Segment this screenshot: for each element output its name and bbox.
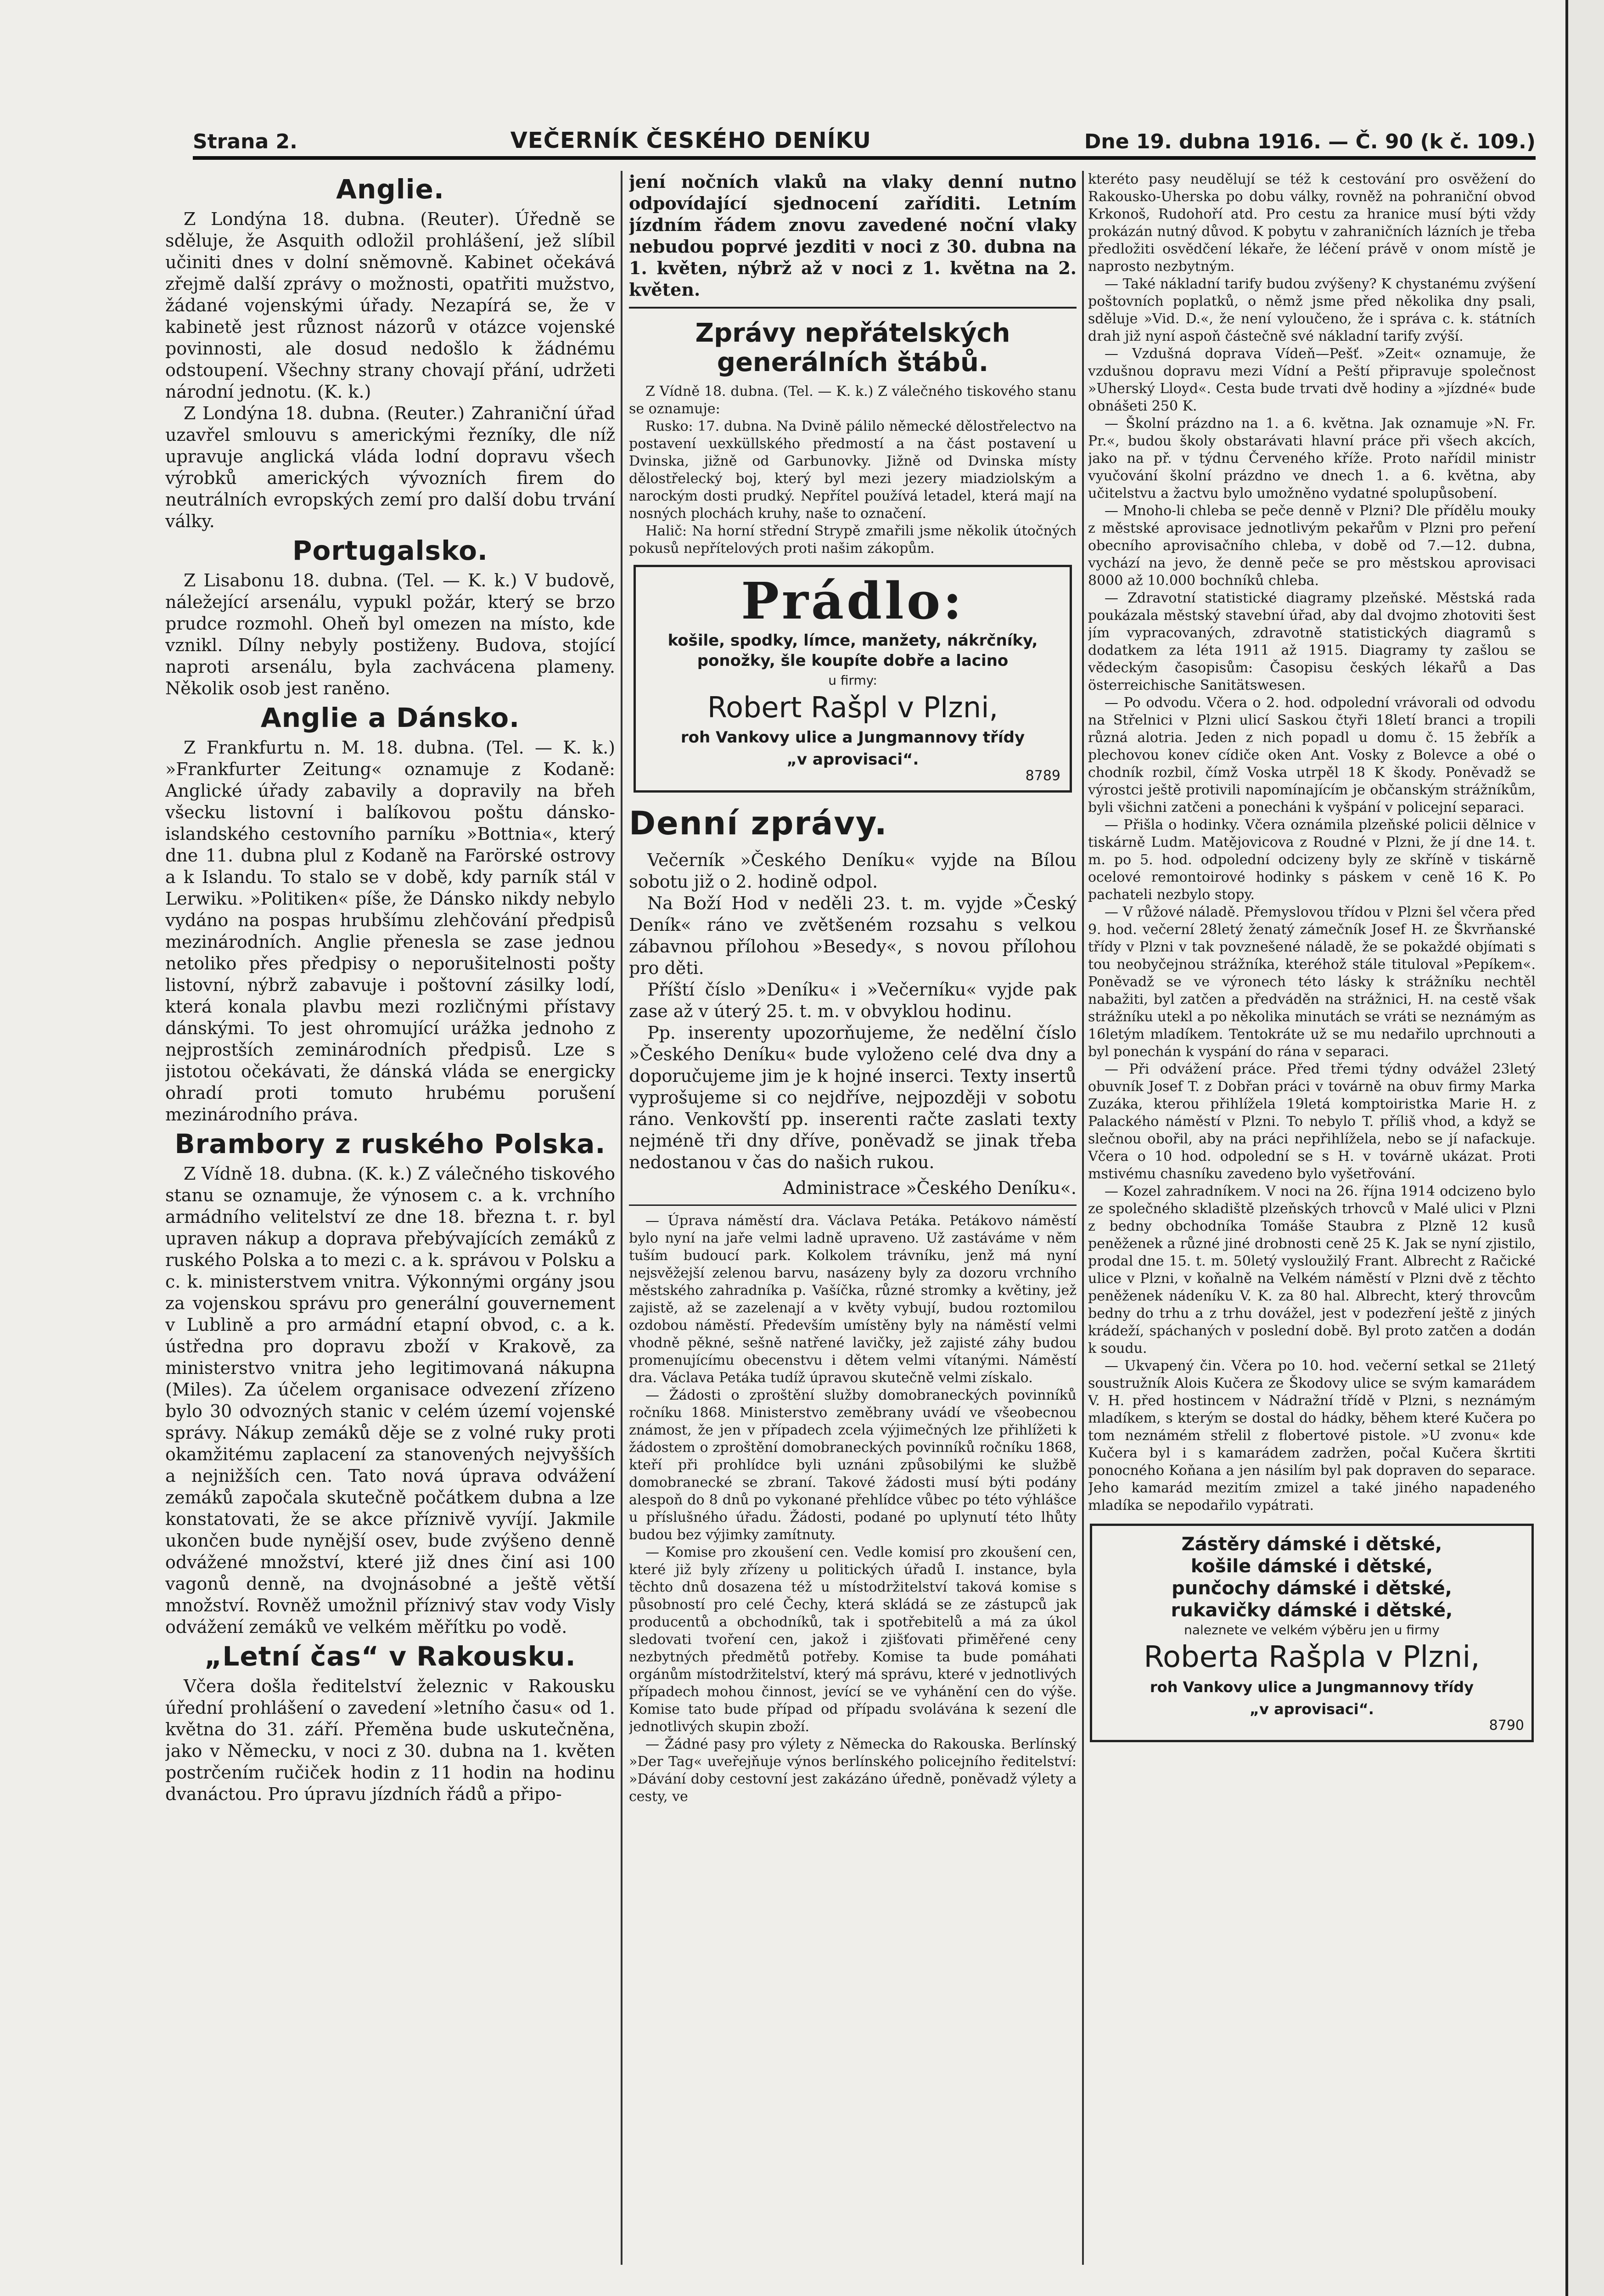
news-paragraph: Na Boží Hod v neděli 23. t. m. vyjde »Český Deník« ráno ve zvětšeném rozsahu s velkou zábavnou přílohou »Besedy«, s novou přílohou pro děti. (629, 893, 1077, 978)
news-item: kteréto pasy neudělují se též k cestování pro osvěžení do Rakousko-Uherska po dobu války, rovněž na pohraniční obvod Krkonoš, Rudohoří atd. Pro cestu za hranice musí býti vždy prokázán nutný důvod. K pobytu v zahraničních lázních je třeba předložiti osvědčení lékaře, že léčení právě v onom místě je naprosto nezbytným. (1088, 171, 1536, 275)
news-item: — Vzdušná doprava Vídeň—Pešť. »Zeit« oznamuje, že vzdušnou dopravu mezi Vídní a Peští připravuje společnost »Uherský Lloyd«. Cesta bude trvati dvě hodiny a »jízdné« bude obnášeti 250 K. (1088, 346, 1536, 414)
masthead: VEČERNÍK ČESKÉHO DENÍKU (510, 128, 871, 153)
article-paragraph: Včera došla ředitelství železnic v Rakousku úřední prohlášení o zavedení »letního času« od 1. května do 31. září. Přeměna bude uskutečněna, jako v Německu, v noci z 30. dubna na 1. květen postrčením ručiček hodin z 11 hodin na hodinu dvanáctou. Pro úpravu jízdních řádů a připo- (165, 1676, 615, 1804)
ad-code: 8790 (1489, 1717, 1524, 1733)
news-paragraph: Příští číslo »Deníku« i »Večerníku« vyjde pak zase až v úterý 25. t. m. v obvyklou hodinu. (629, 979, 1077, 1021)
ad-company: Robert Rašpl v Plzni, (707, 691, 998, 724)
ad-address: roh Vankovy ulice a Jungmannovy třídy (680, 728, 1025, 747)
column-1 (165, 171, 615, 2260)
news-item: — Přišla o hodinky. Včera oznámila plzeňské policii dělnice v tiskárně Ludm. Matějovicova z Roudné v Plzni, že jí dne 14. t. m. po 5. hod. odpolední odcizeny byly ze skříně v tiskárně ocelové remontoirové hodinky s páskem v ceně 16 K. Po pachateli nezbylo stopy. (1088, 817, 1536, 903)
article-title: „Letní čas“ v Rakousku. (204, 1641, 576, 1672)
article-title: Anglie a Dánsko. (260, 702, 520, 733)
news-item: — Úprava náměstí dra. Václava Petáka. Petákovo náměstí bylo nyní na jaře velmi ladně upraveno. Už zastáváme v něm tuším budoucí park. Kolkolem trávníku, jenž má nyní nejsvěžejší zelenou barvu, nasázeny byly za dozoru vrchního městského zahradníka p. Vašíčka, různé stromky a květiny, jež zajistě, až se zazelenají a v květy vybují, budou roztomilou ozdobou náměstí. Především umístěny byly na náměstí velmi vhodně pěkné, sešně natřené lavičky, jež zajisté záhy budou promenujícímu obecenstvu i dětem velmi vítanými. Náměstí dra. Václava Petáka tudíž úpravou skutečně velmi získalo. (629, 1213, 1077, 1386)
advertisement-pradlo (634, 565, 1072, 793)
news-item: — Kozel zahradníkem. V noci na 26. října 1914 odcizeno bylo ze společného skladiště plzeňských trhovců v Malé ulici v Plzni z bedny obchodníka Tomáše Staubra z Plzně 12 kusů peněženek a různé jiné drobnosti ceně 25 K. Jak se nyní zjistilo, prodal dne 15. t. m. 50letý vysloužilý Frant. Albrecht z Račické ulice v Plzni, v koňalně na Velkém náměstí v Plzni dvě z těchto peněženek nádeníku V. K. za 80 hal. Albrecht, který throvcům bedny do trhu a z trhu dovážel, jest v podezření ještě z jiných krádeží, spáchaných v poslední době. Byl proto zatčen a dodán k soudu. (1088, 1183, 1536, 1356)
news-item: — Mnoho-li chleba se peče denně v Plzni? Dle přídělu mouky z městské aprovisace jednotlivým pekařům v Plzni pro peření obecního aprovisačního chleba, v době od 7.—12. dubna, vychází na jevo, že denně peče se pro městskou aprovisaci 8000 až 10.000 bochníků chleba. (1088, 503, 1536, 589)
article-paragraph: Z Vídně 18. dubna. (Tel. — K. k.) Z válečného tiskového stanu se oznamuje: (629, 383, 1077, 417)
news-item: — Po odvodu. Včera o 2. hod. odpolední vrávorali od odvodu na Střelnici v Plzni ulicí Saskou čtyři 18letí branci a tropili různá alotria. Jeden z nich popadl u domu č. 15 žebřík a plechovou konev cídiče oken Ant. Vosky z Bolevce a obé o chodník rozbil, čímž Voska utrpěl 18 K škody. Poněvadž se výrostci ještě protivili napomínajícím je občanským strážníkům, byli všichni zatčeni a ponecháni k vyšpání v policejní separaci. (1088, 695, 1536, 816)
ad-text: naleznete ve velkém výběru jen u firmy (1184, 1622, 1440, 1638)
ad-text: punčochy dámské i dětské, (1172, 1578, 1452, 1599)
article-paragraph: Z Londýna 18. dubna. (Reuter.) Zahraniční úřad uzavřel smlouvu s americkými řezníky, dle níž upravuje anglická vláda lodní dopravu všech výrobků amerických vývozních firem do neutrálních evropských zemí pro další dobu trvání války. (165, 403, 615, 531)
ad-address: „v aprovisaci“. (786, 750, 919, 769)
column-2 (629, 171, 1077, 2260)
article-paragraph: Rusko: 17. dubna. Na Dvině pálilo německé dělostřelectvo na postavení uexküllského předmostí a na část postavení u Dvinska, jižně od Garbunovky. Jižně od Dvinska místy dělostřelecký boj, který byl mezi jezery miadziolským a narockým dosti prudký. Nepřítel používá letadel, která mají na nosných plochách kruhy, naše to označení. (629, 418, 1077, 522)
issue-date: Dne 19. dubna 1916. — Č. 90 (k č. 109.) (1084, 130, 1536, 153)
article-paragraph: jení nočních vlaků na vlaky denní nutno odpovídající sjednocení zaříditi. Letním jízdním řádem znovu zavedené noční vlaky nebudou poprvé jezditi v noci z 30. dubna na 1. květen, nýbrž až v noci z 1. května na 2. květen. (629, 171, 1077, 300)
ad-code: 8789 (1025, 768, 1060, 784)
header-rule (193, 156, 1536, 160)
article-paragraph: Z Frankfurtu n. M. 18. dubna. (Tel. — K. k.) »Frankfurter Zeitung« oznamuje z Kodaně: Anglické úřady zabavily a dopravily na břeh všecku listovní i balíkovou poštu dánsko-islandského cestovního parníku »Bottnia«, který dne 11. dubna plul z Kodaně na Farörské ostrovy a k Islandu. To stalo se v době, kdy parník stál v Lerwiku. »Politiken« píše, že Dánsko nikdy nebylo vydáno na pospas hrubšímu zlehčování předpisů mezinárodních. Anglie přenesla se zase jednou netoliko přes předpisy o neporušitelnosti pošty listovní, nýbrž zabavuje i poštovní zásilky lodí, která konala plavbu mezi rozličnými přístavy dánskými. To jest ohromující urážka jednoho z nejprostších zeminárodních předpisů. Lze s jistotou očekávati, že dánská vláda se energicky ohradí proti tomuto hrubému porušení mezinárodního práva. (165, 737, 615, 1125)
ad-text: košile dámské i dětské, (1190, 1556, 1433, 1577)
article-paragraph: Halič: Na horní střední Strypě zmařili jsme několik útočných pokusů nepřítelových proti našim zákopům. (629, 523, 1077, 557)
ad-address: „v aprovisaci“. (1250, 1700, 1374, 1718)
news-paragraph: Pp. inserenty upozorňujeme, že nedělní číslo »Českého Deníku« bude vyloženo celé dva dny a doporučujeme jim je k hojné inserci. Texty insertů vyprošujeme si co nejdříve, nejpozději v sobotu ráno. Venkovští pp. inserenti račte zaslati texty nejméně tři dny dříve, poněvadž se jinak třeba nedostanou v čas do našich rukou. (629, 1023, 1077, 1172)
signature: Administrace »Českého Deníku«. (783, 1178, 1077, 1198)
article-title: Zprávy nepřátelských generálních štábů. (695, 318, 1010, 377)
news-item: — Také nákladní tarify budou zvýšeny? K chystanému zvýšení poštovních poplatků, o němž jsme před několika dny psali, sděluje »Vid. D.«, že není vyloučeno, že i správa c. k. státních drah již nyní aspoň částečně své nákladní tarify zvýší. (1088, 276, 1536, 344)
ad-address: roh Vankovy ulice a Jungmannovy třídy (1150, 1678, 1474, 1696)
section-title-daily-news: Denní zprávy. (629, 805, 888, 842)
ad-headline: Prádlo: (741, 571, 965, 630)
article-paragraph: Z Londýna 18. dubna. (Reuter). Úředně se sděluje, že Asquith odložil prohlášení, jež slíbil učiniti dnes v dolní sněmovně. Kabinet očekává zřejmě další zprávy o možnosti, opatřiti mužstvo, žádané vojenskými úřady. Nezapírá se, že v kabinetě jest různost názorů v otázce vojenské povinnosti, ale dosud nedošlo k žádnému odstoupení. Všechny strany chovají přání, udržeti národní jednotu. (K. k.) (165, 209, 615, 402)
column-divider (1082, 171, 1084, 2265)
section-rule (629, 1204, 1077, 1206)
news-item: — Při odvážení práce. Před třemi týdny odvážel 23letý obuvník Josef T. z Dobřan práci v továrně na obuv firmy Marka Zuzáka, kterou přihlížela 19letá komptoiristka Marie H. z Palackého náměstí v Plzni. To nebylo T. příliš vhod, a když se slečnou obořil, aby na práci nepřihlížela, nebo se jí nafackuje. Včera o 10 hod. odpolední se s H. v továrně ukázat. Proti mstivému chasníku zavedeno bylo vyšetřování. (1088, 1061, 1536, 1182)
column-divider (621, 171, 623, 2265)
ad-text: rukavičky dámské i dětské, (1171, 1600, 1453, 1621)
ad-text: u firmy: (828, 673, 877, 688)
advertisement-zastery (1090, 1524, 1534, 1742)
page-number: Strana 2. (193, 130, 297, 153)
column-3 (1088, 171, 1536, 2260)
article-title: Portugalsko. (292, 535, 488, 566)
ad-text: Zástěry dámské i dětské, (1181, 1534, 1442, 1555)
article-title: Brambory z ruského Polska. (174, 1128, 606, 1159)
article-paragraph: Z Vídně 18. dubna. (K. k.) Z válečného tiskového stanu se oznamuje, že výnosem c. a k. vrchního armádního velitelství ze dne 18. března t. r. byl upraven nákup a doprava přebývajících zemáků z ruského Polska a to mezi c. a k. správou v Polsku a c. k. ministerstvem vnitra. Výkonnými orgány jsou za vojenskou správu pro generální gouvernement v Lublině a pro armádní etapní obvod, c. a k. ústředna pro dopravu zboží v Krakově, za ministerstvo vnitra jeho legitimovaná nákupna (Miles). Za účelem organisace odvezení zřízeno bylo 30 odvozných stanic v celém území vojenské správy. Nákup zemáků děje se z volné ruky proti okamžitému zaplacení za stanovených nejvyšších a nejnižších cen. Tato nová úprava odvážení zemáků započala skutečně počátkem dubna a lze konstatovati, že se akce příznivě vyvíjí. Jakmile ukončen bude nynější osev, bude zvýšeno denně odvážené množství, které již dnes činí asi 100 vagonů denně, na dvojnásobné a ještě větší množství. Rovněž umožnil příznivý stav vody Visly odvážení zemáků ve velkém měřítku po vodě. (165, 1164, 615, 1637)
news-item: — Zdravotní statistické diagramy plzeňské. Městská rada poukázala městský stavební úřad, aby dal dvojmo zhotoviti šest jím vypracovaných, zdravotně statistických diagramů s dodatkem za léta 1911 až 1915. Diagramy ty zašlou se vědeckým časopisům: Časopisu českých lékařů a Das österreichische Sanitätswesen. (1088, 590, 1536, 693)
news-item: — Školní prázdno na 1. a 6. května. Jak oznamuje »N. Fr. Pr.«, budou školy obstarávati hlavní práce při všech akcích, jako na př. v týdnu Červeného kříže. Proto nařídil ministr vyučování školní prázdno ve dnech 1. a 6. května, aby učitelstvu a žactvu bylo umožněno vydatné spolupůsobení. (1088, 416, 1536, 501)
news-item: — V růžové náladě. Přemyslovou třídou v Plzni šel včera před 9. hod. večerní 28letý ženatý zámečník Josef H. ze Škvrňanské třídy v Plzni v tak povznešené náladě, že se pokaždé objímati s tou neobyčejnou strážníka, kteréhož stále tituloval »Pepíkem«. Poněvadž se ve výronech této lásky k strážníku nechtěl nabažiti, byl zatčen a předváděn na strážnici, H. na cestě však strážníku utekl a po několika minutách se vráti se neznámým as 16letým mladíkem. Tentokráte už se mu nedařilo uprchnouti a byl ponechán k vyspání do rána v separaci. (1088, 904, 1536, 1060)
news-item: — Žádné pasy pro výlety z Německa do Rakouska. Berlínský »Der Tag« uveřejňuje výnos berlínského policejního ředitelství: »Dávání doby cestovní jest zakázáno úředně, poněvadž výlety a cesty, ve (629, 1736, 1077, 1805)
ad-company: Roberta Rašpla v Plzni, (1144, 1640, 1480, 1674)
page-edge (1565, 0, 1604, 2296)
article-paragraph: Z Lisabonu 18. dubna. (Tel. — K. k.) V budově, náležející arsenálu, vypukl požár, který se brzo prudce rozmohl. Oheň byl omezen na místo, kde vznikl. Dílny nebyly postiženy. Budova, stojící naproti arsenálu, byla zachvácena plameny. Několik osob jest raněno. (165, 570, 615, 698)
news-item: — Komise pro zkoušení cen. Vedle komisí pro zkoušení cen, které již byly zřízeny u politických úřadů I. instance, byla těchto dnů dosazena též u místodržitelství taková komise s působností pro celé Čechy, která skládá se ze zástupců jak producentů a obchodníků, tak i spotřebitelů a má za úkol sledovati tvoření cen, jakož i zjišťovati přiměřené ceny nezbytných předmětů potřeby. Komise ta bude pomáhati orgánům místodržitelství, který má správu, které v jednotlivých případech mohou činnost, jevící se ve vyhánění cen do výše. Komise tato bude případ od případu svolávána k sezení dle jednotlivých skupin zboží. (629, 1544, 1077, 1735)
news-paragraph: Večerník »Českého Deníku« vyjde na Bílou sobotu již o 2. hodině odpol. (629, 850, 1077, 892)
section-rule (629, 307, 1077, 309)
news-item: — Ukvapený čin. Včera po 10. hod. večerní setkal se 21letý soustružník Alois Kučera ze Škodovy ulice se svým kamarádem V. H. před hostincem v Nádražní třídě v Plzni, s neznámým mladíkem, s kterým se dostal do hádky, během které Kučera po tom neznámém střelil z flobertové pistole. »U zvonu« kde Kučera byl i s kamarádem zadržen, počal Kučera škrtiti ponocného Koňana a jen násilím byl pak dopraven do separace. Jeho kamarád mezitím zmizel a také jiného napadeného mladíka se nepodařilo vypátrati. (1088, 1358, 1536, 1514)
ad-text: košile, spodky, límce, manžety, nákrčníky, ponožky, šle koupíte dobře a lacino (667, 631, 1038, 670)
news-item: — Žádosti o zproštění služby domobraneckých povinníků ročníku 1868. Ministerstvo zeměbrany uvádí ve všeobecnou známost, že jen v případech zcela výjimečných lze přihlížeti k žádostem o zproštění domobraneckých povinníků ročníku 1868, kteří při prohlídce byli uznáni způsobilými ke službě domobranecké se zbraní. Takové žádosti musí býti podány alespoň do 8 dnů po vykonané přehlídce vůbec po této výhlášce u příslušného úřadu. Žádosti, podané po uplynutí této lhůty budou bez výjimky zamítnuty. (629, 1387, 1077, 1543)
article-title: Anglie. (336, 174, 444, 205)
page-header (193, 120, 1536, 153)
